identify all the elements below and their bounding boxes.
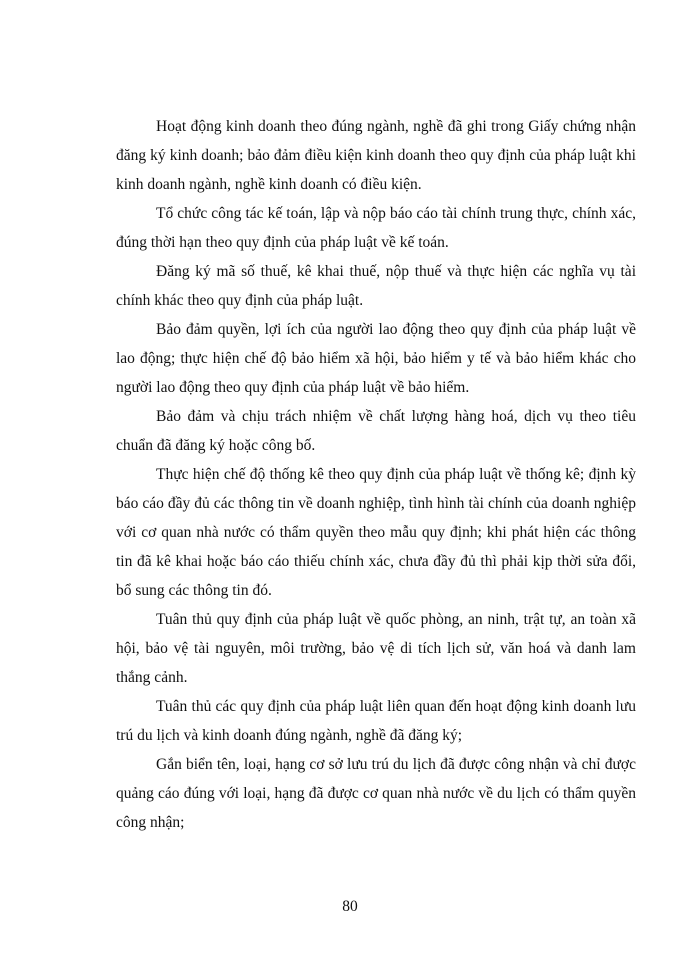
paragraph-labor-rights: Bảo đảm quyền, lợi ích của người lao động theo quy định của pháp luật về lao động; thực hiện chế độ bảo hiểm xã hội, bảo hiểm y tế và bảo hiểm khác cho người lao động theo quy định của pháp luật về bảo hiểm. <box>116 321 636 396</box>
paragraph-signage: Gắn biển tên, loại, hạng cơ sở lưu trú du lịch đã được công nhận và chỉ được quảng cáo đúng với loại, hạng đã được cơ quan nhà nước về du lịch có thẩm quyền công nhận; <box>116 756 636 831</box>
paragraph-quality: Bảo đảm và chịu trách nhiệm về chất lượng hàng hoá, dịch vụ theo tiêu chuẩn đã đăng ký hoặc công bố. <box>116 408 636 454</box>
paragraph-tourism-law: Tuân thủ các quy định của pháp luật liên quan đến hoạt động kinh doanh lưu trú du lịch và kinh doanh đúng ngành, nghề đã đăng ký; <box>116 698 636 744</box>
paragraph-business-activity: Hoạt động kinh doanh theo đúng ngành, nghề đã ghi trong Giấy chứng nhận đăng ký kinh doanh; bảo đảm điều kiện kinh doanh theo quy định của pháp luật khi kinh doanh ngành, nghề kinh doanh có điều kiện. <box>116 118 636 193</box>
paragraph-accounting: Tổ chức công tác kế toán, lập và nộp báo cáo tài chính trung thực, chính xác, đúng thời hạn theo quy định của pháp luật về kế toán. <box>116 205 636 251</box>
paragraph-security-environment: Tuân thủ quy định của pháp luật về quốc phòng, an ninh, trật tự, an toàn xã hội, bảo vệ tài nguyên, môi trường, bảo vệ di tích lịch sử, văn hoá và danh lam thắng cảnh. <box>116 611 636 686</box>
page-number: 80 <box>342 898 358 915</box>
paragraph-statistics: Thực hiện chế độ thống kê theo quy định của pháp luật về thống kê; định kỳ báo cáo đầy đủ các thông tin về doanh nghiệp, tình hình tài chính của doanh nghiệp với cơ quan nhà nước có thẩm quyền theo mẫu quy định; khi phát hiện các thông tin đã kê khai hoặc báo cáo thiếu chính xác, chưa đầy đủ thì phải kịp thời sửa đổi, bổ sung các thông tin đó. <box>116 466 636 599</box>
paragraph-tax: Đăng ký mã số thuế, kê khai thuế, nộp thuế và thực hiện các nghĩa vụ tài chính khác theo quy định của pháp luật. <box>116 263 636 309</box>
document-body <box>116 112 636 837</box>
